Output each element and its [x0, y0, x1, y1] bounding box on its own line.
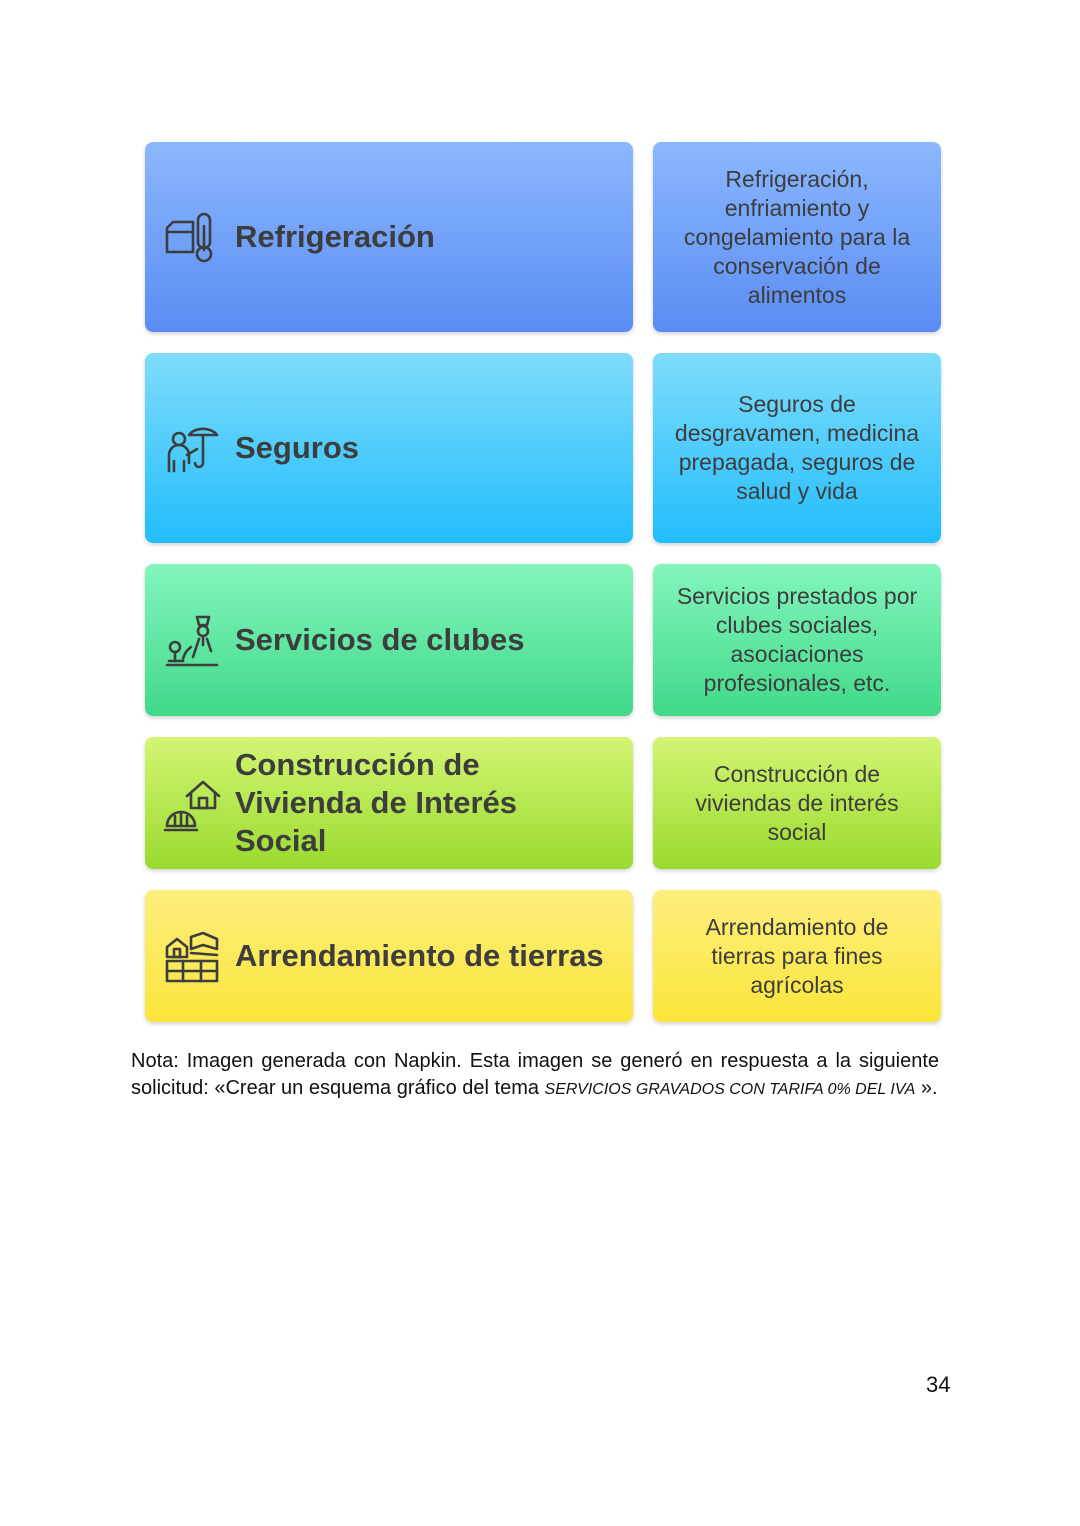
- category-card-seguros: [145, 353, 633, 543]
- category-card-construccion-vivienda: [145, 737, 633, 869]
- farmland-icon: [163, 927, 221, 985]
- category-card-refrigeracion: [145, 142, 633, 332]
- note-text: Nota: Imagen generada con Napkin. Esta imagen se generó en respuesta a la siguiente solicitud: «Crear un esquema gráfico del tema: [131, 1050, 939, 1099]
- description-card: Seguros de desgravamen, medicina prepagada, seguros de salud y vida: [653, 353, 941, 543]
- note-topic: SERVICIOS GRAVADOS CON TARIFA 0% DEL IVA: [544, 1081, 916, 1098]
- category-card-servicios-clubes: [145, 564, 633, 716]
- row-seguros: [145, 353, 941, 543]
- description-card: Construcción de viviendas de interés social: [653, 737, 941, 869]
- category-card-arrendamiento-tierras: [145, 890, 633, 1022]
- row-construccion-vivienda: [145, 737, 941, 869]
- category-title: Seguros: [235, 430, 360, 465]
- category-title: Construcción de Vivienda de Interés Social: [235, 747, 517, 858]
- description-card: Refrigeración, enfriamiento y congelamiento para la conservación de alimentos: [653, 142, 941, 332]
- description-card: Arrendamiento de tierras para fines agrícolas: [653, 890, 941, 1022]
- row-refrigeracion: [145, 142, 941, 332]
- row-servicios-clubes: [145, 564, 941, 716]
- page-number: 34: [926, 1372, 951, 1397]
- description-card: Servicios prestados por clubes sociales, asociaciones profesionales, etc.: [653, 564, 941, 716]
- figure-note: [131, 1048, 939, 1103]
- refrigerator-thermometer-icon: [163, 208, 221, 266]
- category-title: Servicios de clubes: [235, 622, 525, 657]
- row-arrendamiento-tierras: [145, 890, 941, 1022]
- category-title: Refrigeración: [235, 219, 435, 254]
- club-golf-icon: [163, 611, 221, 669]
- person-umbrella-icon: [163, 419, 221, 477]
- note-end: ».: [915, 1077, 938, 1099]
- category-title: Arrendamiento de tierras: [235, 938, 604, 973]
- house-construction-icon: [163, 774, 221, 832]
